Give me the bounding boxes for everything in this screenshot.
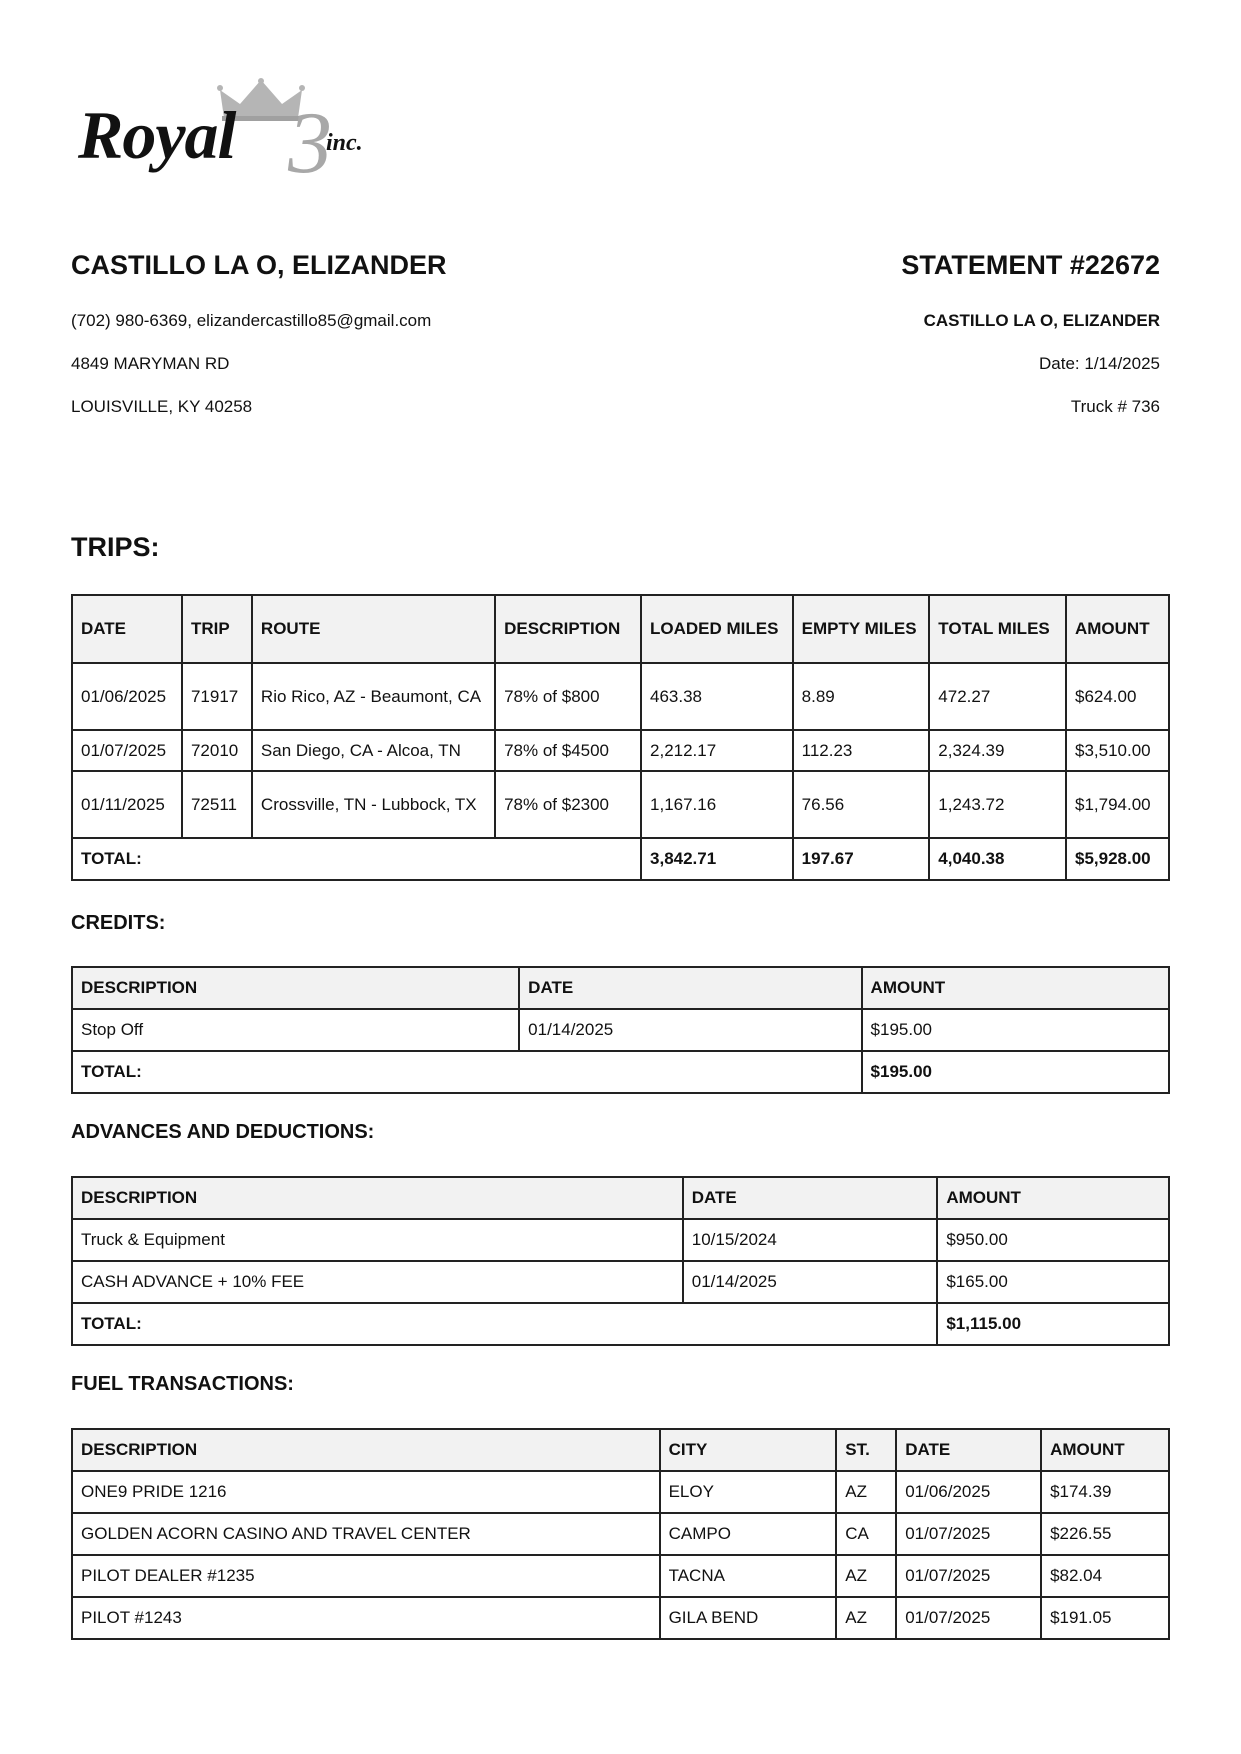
credit-description: Stop Off: [72, 1009, 519, 1051]
fuel-city: TACNA: [660, 1555, 837, 1597]
trip-empty-miles: 76.56: [793, 771, 930, 838]
fuel-table: [71, 1428, 1170, 1640]
advances-total-amount: $1,115.00: [937, 1303, 1169, 1345]
advances-total-label: TOTAL:: [72, 1303, 937, 1345]
trip-total-miles: 2,324.39: [929, 730, 1066, 771]
trip-date: 01/11/2025: [72, 771, 182, 838]
driver-address-line2: LOUISVILLE, KY 40258: [71, 397, 253, 416]
trip-date: 01/07/2025: [72, 730, 182, 771]
trips-total-loaded: 3,842.71: [641, 838, 793, 880]
trips-total-miles: 4,040.38: [929, 838, 1066, 880]
table-row: [72, 730, 1169, 771]
fuel-amount: $191.05: [1041, 1597, 1169, 1639]
company-logo: [74, 78, 384, 192]
driver-name: CASTILLO LA O, ELIZANDER: [71, 250, 447, 280]
fuel-description: PILOT #1243: [72, 1597, 660, 1639]
fuel-amount: $226.55: [1041, 1513, 1169, 1555]
table-row: [72, 1597, 1169, 1639]
trips-total-label: TOTAL:: [72, 838, 641, 880]
fuel-amount: $174.39: [1041, 1471, 1169, 1513]
fuel-city: CAMPO: [660, 1513, 837, 1555]
fuel-date: 01/06/2025: [896, 1471, 1041, 1513]
advance-date: 01/14/2025: [683, 1261, 938, 1303]
trip-empty-miles: 8.89: [793, 663, 930, 730]
table-row: [72, 1555, 1169, 1597]
col-description: DESCRIPTION: [495, 595, 641, 663]
trips-total-row: [72, 838, 1169, 880]
trip-total-miles: 1,243.72: [929, 771, 1066, 838]
table-row: [72, 1219, 1169, 1261]
credit-amount: $195.00: [862, 1009, 1169, 1051]
fuel-description: ONE9 PRIDE 1216: [72, 1471, 660, 1513]
trips-total-amount: $5,928.00: [1066, 838, 1169, 880]
logo-word: Royal: [78, 97, 236, 173]
statement-driver-name: CASTILLO LA O, ELIZANDER: [923, 311, 1160, 330]
table-row: [72, 663, 1169, 730]
col-amount: AMOUNT: [1066, 595, 1169, 663]
fuel-amount: $82.04: [1041, 1555, 1169, 1597]
credit-date: 01/14/2025: [519, 1009, 861, 1051]
trip-empty-miles: 112.23: [793, 730, 930, 771]
advance-amount: $950.00: [937, 1219, 1169, 1261]
credits-title: CREDITS:: [71, 912, 166, 934]
col-date: DATE: [519, 967, 861, 1009]
trip-description: 78% of $800: [495, 663, 641, 730]
col-loaded-miles: LOADED MILES: [641, 595, 793, 663]
advances-header-row: [72, 1177, 1169, 1219]
table-row: [72, 1513, 1169, 1555]
trip-route: San Diego, CA - Alcoa, TN: [252, 730, 495, 771]
trip-route: Crossville, TN - Lubbock, TX: [252, 771, 495, 838]
logo-suffix: inc.: [326, 130, 363, 156]
advances-title: ADVANCES AND DEDUCTIONS:: [71, 1121, 375, 1143]
trip-date: 01/06/2025: [72, 663, 182, 730]
fuel-date: 01/07/2025: [896, 1555, 1041, 1597]
advances-total-row: [72, 1303, 1169, 1345]
trip-total-miles: 472.27: [929, 663, 1066, 730]
fuel-state: CA: [836, 1513, 896, 1555]
fuel-city: GILA BEND: [660, 1597, 837, 1639]
col-total-miles: TOTAL MILES: [929, 595, 1066, 663]
col-amount: AMOUNT: [862, 967, 1169, 1009]
col-trip: TRIP: [182, 595, 252, 663]
col-city: CITY: [660, 1429, 837, 1471]
fuel-date: 01/07/2025: [896, 1597, 1041, 1639]
fuel-city: ELOY: [660, 1471, 837, 1513]
credits-total-amount: $195.00: [862, 1051, 1169, 1093]
trips-table: [71, 594, 1170, 881]
col-description: DESCRIPTION: [72, 1177, 683, 1219]
credits-total-row: [72, 1051, 1169, 1093]
col-description: DESCRIPTION: [72, 967, 519, 1009]
trips-total-empty: 197.67: [793, 838, 930, 880]
col-date: DATE: [683, 1177, 938, 1219]
trip-loaded-miles: 1,167.16: [641, 771, 793, 838]
trip-amount: $3,510.00: [1066, 730, 1169, 771]
advances-table: [71, 1176, 1170, 1346]
trip-number: 72010: [182, 730, 252, 771]
col-empty-miles: EMPTY MILES: [793, 595, 930, 663]
fuel-description: GOLDEN ACORN CASINO AND TRAVEL CENTER: [72, 1513, 660, 1555]
trip-amount: $624.00: [1066, 663, 1169, 730]
trips-header-row: [72, 595, 1169, 663]
table-row: [72, 771, 1169, 838]
table-row: [72, 1009, 1169, 1051]
advance-description: Truck & Equipment: [72, 1219, 683, 1261]
fuel-date: 01/07/2025: [896, 1513, 1041, 1555]
truck-number: Truck # 736: [1070, 397, 1160, 416]
credits-table: [71, 966, 1170, 1094]
trip-description: 78% of $2300: [495, 771, 641, 838]
driver-address-line1: 4849 MARYMAN RD: [71, 354, 230, 373]
statement-date: Date: 1/14/2025: [1039, 354, 1160, 373]
advance-description: CASH ADVANCE + 10% FEE: [72, 1261, 683, 1303]
fuel-description: PILOT DEALER #1235: [72, 1555, 660, 1597]
col-amount: AMOUNT: [1041, 1429, 1169, 1471]
col-route: ROUTE: [252, 595, 495, 663]
trip-route: Rio Rico, AZ - Beaumont, CA: [252, 663, 495, 730]
trips-title: TRIPS:: [71, 532, 160, 562]
col-date: DATE: [72, 595, 182, 663]
fuel-title: FUEL TRANSACTIONS:: [71, 1373, 294, 1395]
table-row: [72, 1471, 1169, 1513]
advance-date: 10/15/2024: [683, 1219, 938, 1261]
trip-loaded-miles: 2,212.17: [641, 730, 793, 771]
trip-number: 71917: [182, 663, 252, 730]
trip-number: 72511: [182, 771, 252, 838]
col-amount: AMOUNT: [937, 1177, 1169, 1219]
trip-description: 78% of $4500: [495, 730, 641, 771]
statement-title: STATEMENT #22672: [901, 250, 1160, 280]
trip-loaded-miles: 463.38: [641, 663, 793, 730]
col-description: DESCRIPTION: [72, 1429, 660, 1471]
fuel-state: AZ: [836, 1597, 896, 1639]
table-row: [72, 1261, 1169, 1303]
credits-header-row: [72, 967, 1169, 1009]
logo-numeral: 3: [288, 95, 332, 192]
fuel-state: AZ: [836, 1555, 896, 1597]
col-state: ST.: [836, 1429, 896, 1471]
credits-total-label: TOTAL:: [72, 1051, 862, 1093]
advance-amount: $165.00: [937, 1261, 1169, 1303]
fuel-header-row: [72, 1429, 1169, 1471]
col-date: DATE: [896, 1429, 1041, 1471]
driver-contact: (702) 980-6369, elizandercastillo85@gmail.com: [71, 311, 432, 330]
trip-amount: $1,794.00: [1066, 771, 1169, 838]
fuel-state: AZ: [836, 1471, 896, 1513]
